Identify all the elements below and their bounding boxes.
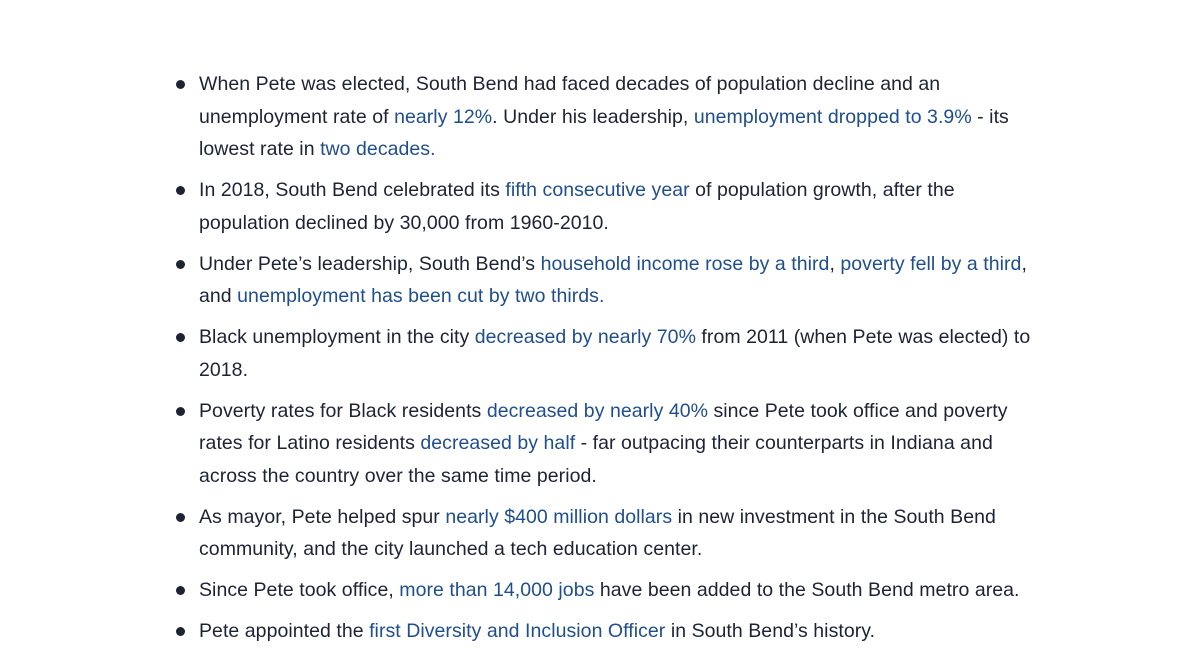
list-item	[170, 501, 1050, 566]
list-item	[170, 615, 1050, 648]
item-text: Pete appointed the	[199, 620, 370, 642]
item-text: from 2011 (when Pete was elected) to 2018.	[199, 326, 1031, 381]
item-text: . Under his leadership,	[492, 105, 694, 128]
inline-link[interactable]: unemployment has been cut by two thirds.	[237, 285, 605, 307]
bullet-dot-icon	[176, 627, 185, 636]
inline-link[interactable]: decreased by half	[420, 432, 576, 454]
inline-link[interactable]: first Diversity and Inclusion Officer	[369, 620, 666, 642]
content-area	[170, 68, 1050, 656]
accomplishments-list	[170, 68, 1050, 648]
bullet-dot-icon	[176, 260, 185, 269]
bullet-dot-icon	[176, 407, 185, 416]
list-item	[170, 574, 1050, 607]
bullet-dot-icon	[176, 513, 185, 522]
inline-link[interactable]: decreased by nearly 40%	[486, 399, 709, 422]
inline-link[interactable]: poverty fell by a third	[840, 252, 1022, 275]
bullet-dot-icon	[176, 586, 185, 595]
item-text: Since Pete took office,	[199, 579, 400, 601]
item-text: Under Pete’s leadership, South Bend’s	[199, 252, 541, 275]
inline-link[interactable]: household income rose by a third	[540, 252, 830, 275]
bullet-dot-icon	[176, 333, 185, 342]
item-text: in South Bend’s history.	[665, 620, 876, 642]
list-item	[170, 174, 1050, 239]
list-item	[170, 321, 1050, 386]
inline-link[interactable]: fifth consecutive year	[505, 179, 690, 201]
inline-link[interactable]: nearly 12%	[394, 105, 493, 128]
inline-link[interactable]: nearly $400 million dollars	[445, 505, 673, 528]
item-text: - its lowest rate in	[199, 105, 1009, 160]
list-item	[170, 395, 1050, 493]
item-text: As mayor, Pete helped spur	[199, 505, 446, 528]
inline-link[interactable]: decreased by nearly 70%	[474, 326, 696, 348]
item-text: Poverty rates for Black residents	[199, 399, 487, 422]
item-text: When Pete was elected, South Bend had faced decades of population decline and an unemployment rate of	[199, 73, 941, 128]
item-text: in new investment in the South Bend community, and the city launched a tech education center.	[199, 505, 996, 560]
list-item	[170, 68, 1050, 166]
item-text: Black unemployment in the city	[199, 326, 475, 348]
inline-link[interactable]: unemployment dropped to 3.9%	[693, 105, 972, 128]
inline-link[interactable]: two decades.	[320, 138, 436, 160]
item-text: of population growth, after the population declined by 30,000 from 1960-2010.	[199, 179, 955, 234]
item-text: In 2018, South Bend celebrated its	[199, 179, 506, 201]
item-text: - far outpacing their counterparts in Indiana and across the country over the same time period.	[199, 432, 993, 487]
inline-link[interactable]: more than 14,000 jobs	[399, 579, 595, 601]
item-text: have been added to the South Bend metro area.	[594, 579, 1020, 601]
list-item	[170, 248, 1050, 313]
bullet-dot-icon	[176, 186, 185, 195]
item-text: , and	[199, 252, 1027, 307]
bullet-dot-icon	[176, 80, 185, 89]
item-text: since Pete took office and poverty rates for Latino residents	[199, 399, 1008, 454]
item-text: ,	[829, 252, 841, 275]
